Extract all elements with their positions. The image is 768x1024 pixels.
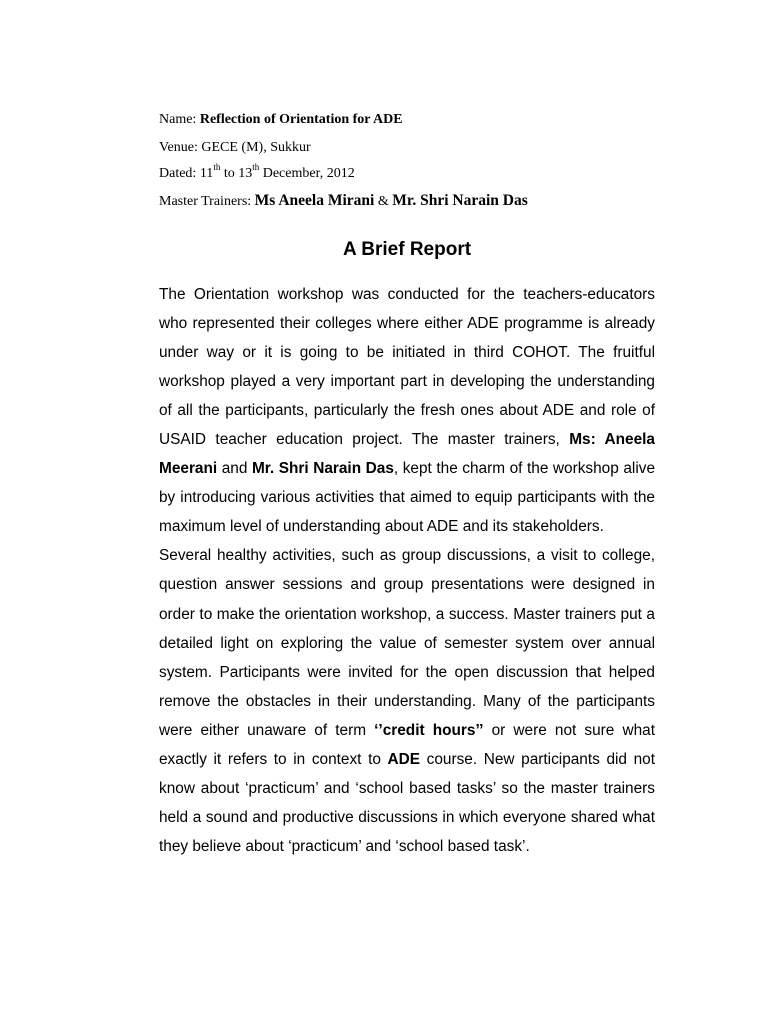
trainers-line: [159, 192, 528, 211]
para2-text-2: or were not sure what exactly it refers to in context to: [159, 721, 655, 768]
report-title: A Brief Report: [342, 239, 472, 260]
dated-line: [159, 162, 355, 183]
trainer-1: Ms Aneela Mirani: [254, 192, 375, 209]
name-line: [159, 111, 403, 129]
para1-bold-trainer-2: Mr. Shri Narain Das: [251, 460, 394, 478]
para2-bold-ade: ADE: [387, 750, 421, 768]
para2-bold-credit-hours: ‘’credit hours’’: [374, 721, 484, 739]
para1-bold-trainer-1: Ms: Aneela Meerani: [159, 431, 655, 478]
para2-text-1: Several healthy activities, such as group discussions, a visit to college, question answer sessions and group presentations were designed in order to make the orientation workshop, a success. Master trainers put a detailed light on exploring the value of semester system over annual system. Participants were invited for the open discussion that helped remove the obstacles in their understanding. Many of the participants were either unaware of term: [159, 547, 655, 739]
dated-suffix: December, 2012: [259, 166, 355, 181]
dated-mid: to 13: [220, 166, 253, 181]
name-label: Name:: [159, 112, 197, 127]
paragraph-2: [159, 541, 655, 861]
name-value: Reflection of Orientation for ADE: [199, 112, 403, 127]
para2-text-3: course. New participants did not know about ‘practicum’ and ‘school based tasks’ so the master trainers held a sound and productive discussions in which everyone shared what they believe about ‘practicum’ and ‘school based task’.: [159, 750, 656, 855]
para1-text-3: , kept the charm of the workshop alive by introducing various activities that aimed to equip participants with the maximum level of understanding about ADE and its stakeholders.: [159, 460, 655, 536]
para1-text-2: and: [217, 460, 252, 478]
para1-text-1: The Orientation workshop was conducted for the teachers-educators who represented their colleges where either ADE programme is already under way or it is going to be initiated in third COHOT. The fruitful workshop played a very important part in developing the understanding of all the participants, particularly the fresh ones about ADE and role of USAID teacher education project. The master trainers,: [159, 286, 655, 449]
dated-prefix: Dated: 11: [159, 166, 214, 181]
dated-sup-2: th: [252, 162, 260, 173]
dated-sup-1: th: [213, 162, 221, 173]
trainer-2: Mr. Shri Narain Das: [392, 192, 528, 209]
report-body: [159, 280, 655, 861]
trainer-separator: &: [374, 194, 393, 209]
venue-line: Venue: GECE (M), Sukkur: [159, 140, 311, 155]
paragraph-1: [159, 280, 655, 541]
trainers-label: Master Trainers:: [159, 194, 252, 209]
